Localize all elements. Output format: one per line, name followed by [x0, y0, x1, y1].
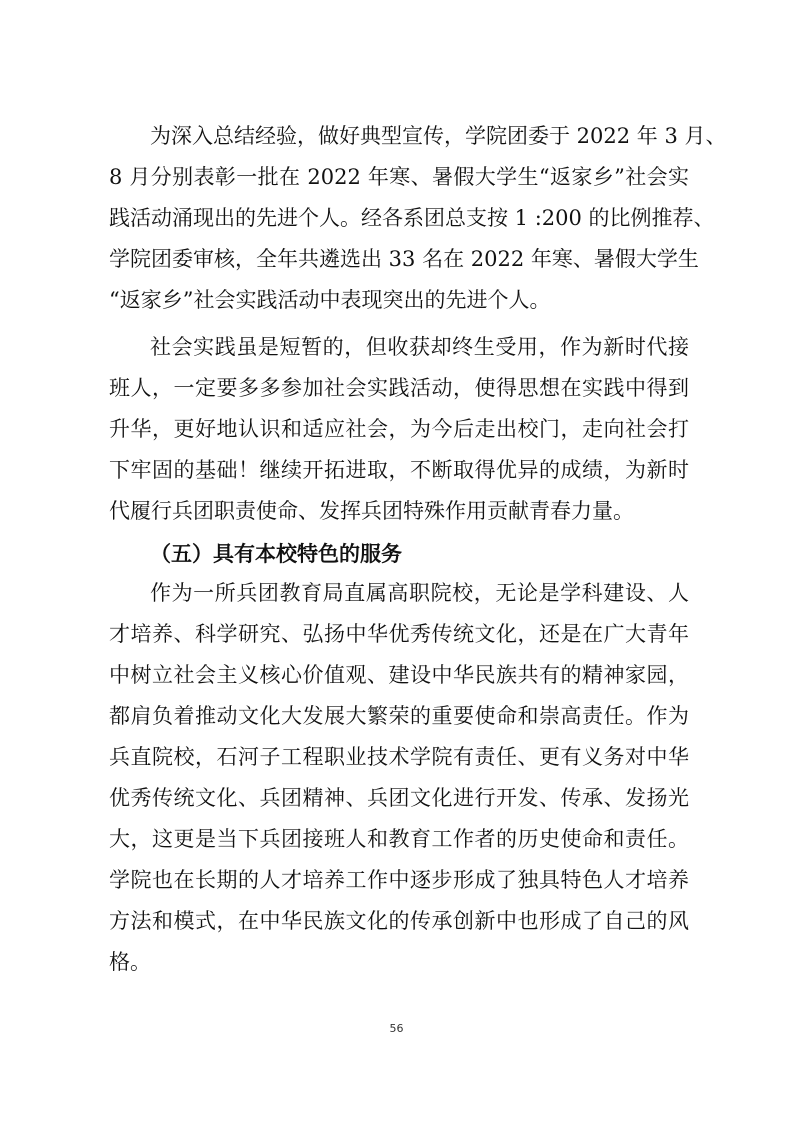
paragraph-line: 格。: [109, 950, 151, 974]
paragraph-line: 方法和模式，在中华民族文化的传承创新中也形成了自己的风: [109, 909, 689, 933]
paragraph-line: 8 月分别表彰一批在 2022 年寒、暑假大学生“返家乡”社会实: [109, 165, 689, 189]
paragraph-line: 班人，一定要多多参加社会实践活动，使得思想在实践中得到: [109, 376, 689, 400]
paragraph-line: 代履行兵团职责使命、发挥兵团特殊作用贡献青春力量。: [109, 499, 634, 523]
paragraph-line: 升华，更好地认识和适应社会，为今后走出校门，走向社会打: [109, 417, 689, 441]
paragraph-line: 践活动涌现出的先进个人。经各系团总支按 1 :200 的比例推荐、: [109, 206, 715, 230]
paragraph-line: 为深入总结经验，做好典型宣传，学院团委于 2022 年 3 月、: [150, 124, 727, 148]
paragraph-line: 下牢固的基础！继续开拓进取，不断取得优异的成绩，为新时: [109, 458, 689, 482]
page-number: 56: [389, 1022, 404, 1035]
paragraph-line: 都肩负着推动文化大发展大繁荣的重要使命和崇高责任。作为: [109, 704, 689, 728]
paragraph-line: 作为一所兵团教育局直属高职院校，无论是学科建设、人: [150, 581, 689, 605]
section-heading: （五）具有本校特色的服务: [150, 541, 402, 566]
paragraph-line: “返家乡”社会实践活动中表现突出的先进个人。: [109, 288, 551, 312]
paragraph-line: 优秀传统文化、兵团精神、兵团文化进行开发、传承、发扬光: [109, 786, 689, 810]
paragraph-line: 兵直院校，石河子工程职业技术学院有责任、更有义务对中华: [109, 745, 689, 769]
paragraph-line: 才培养、科学研究、弘扬中华优秀传统文化，还是在广大青年: [109, 622, 689, 646]
paragraph-line: 社会实践虽是短暂的，但收获却终生受用，作为新时代接: [150, 335, 689, 359]
paragraph-line: 大，这更是当下兵团接班人和教育工作者的历史使命和责任。: [109, 827, 689, 851]
paragraph-line: 学院团委审核，全年共遴选出 33 名在 2022 年寒、暑假大学生: [109, 247, 699, 271]
paragraph-line: 中树立社会主义核心价值观、建设中华民族共有的精神家园，: [109, 663, 689, 687]
paragraph-line: 学院也在长期的人才培养工作中逐步形成了独具特色人才培养: [109, 868, 689, 892]
